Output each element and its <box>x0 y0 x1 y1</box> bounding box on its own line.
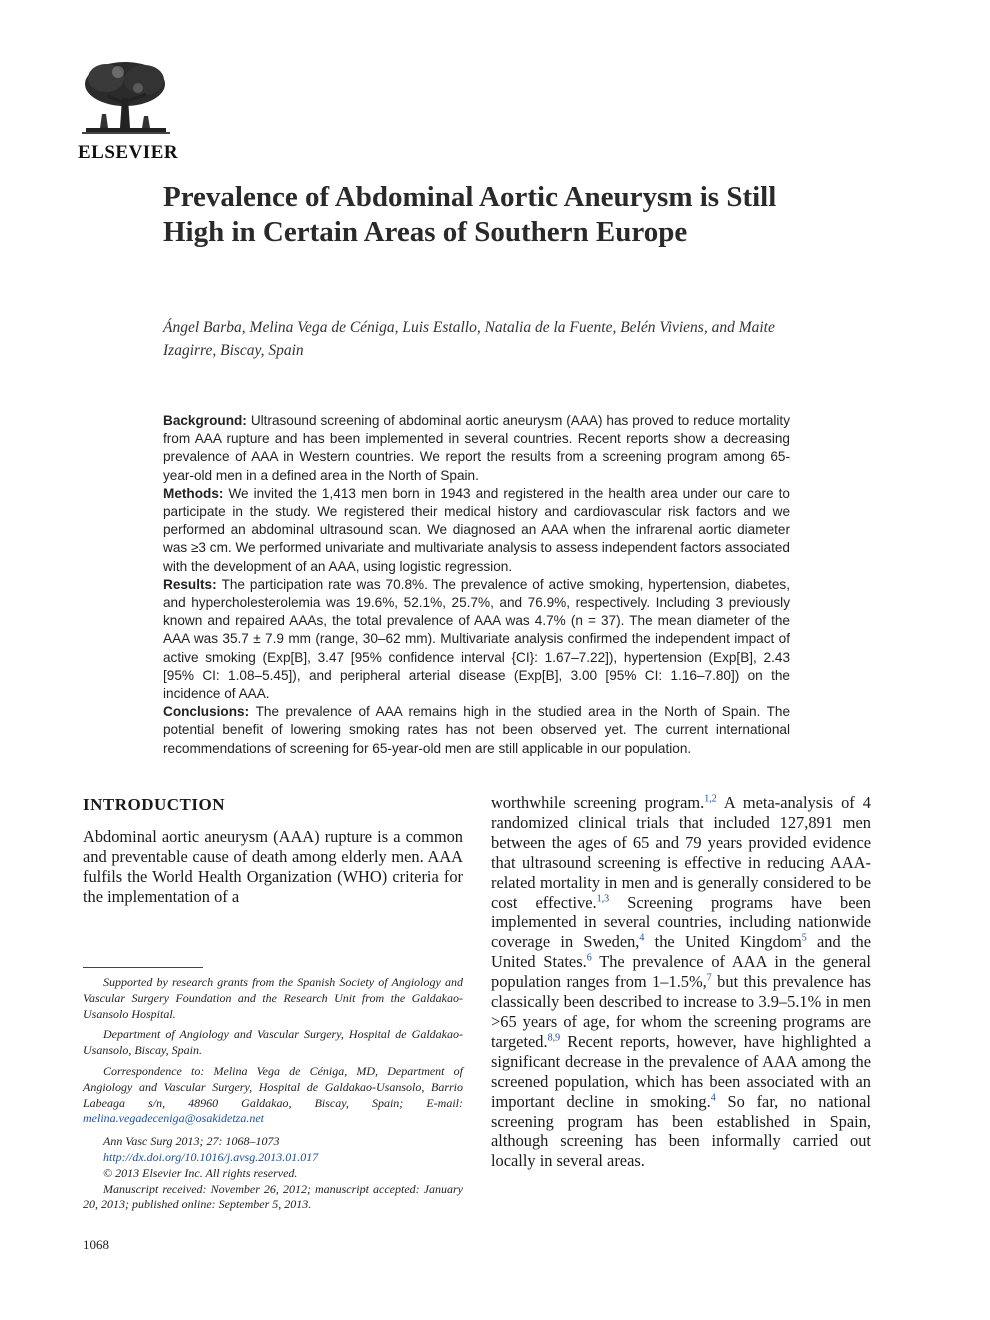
intro-text-6: The prevalence of AAA in the general population ranges from 1–1.5%, <box>491 952 871 992</box>
elsevier-tree-icon <box>78 58 173 140</box>
copyright: © 2013 Elsevier Inc. All rights reserved. <box>103 1165 298 1180</box>
intro-text-4: the United Kingdom <box>644 932 802 952</box>
footnote-department: Department of Angiology and Vascular Surgery, Hospital de Galdakao-Usansolo, Biscay, Spain. <box>83 1027 463 1058</box>
publisher-logo <box>78 58 178 164</box>
abstract-background <box>163 412 790 485</box>
citation-ref[interactable]: 4 <box>639 932 645 944</box>
citation-ref[interactable]: 7 <box>706 972 712 984</box>
correspondence-text: Correspondence to: Melina Vega de Céniga, MD, Department of Angiology and Vascular Surgery, Hospital de Galdakao-Usansolo, Barrio Labeaga s/n, 48960 Galdakao, Biscay, Spain; E-mail: <box>83 1063 463 1110</box>
abstract-background-text: Ultrasound screening of abdominal aortic aneurysm (AAA) has proved to reduce mortality from AAA rupture and has been implemented in several countries. Recent reports show a decreasing prevalence of AAA in Western countries. We report the results from a screening program among 65-year-old men in a defined area in the North of Spain. <box>163 413 791 483</box>
abstract <box>163 412 790 758</box>
citation-ref[interactable]: 1,3 <box>596 893 610 905</box>
email-link[interactable]: melina.vegadeceniga@osakidetza.net <box>83 1111 264 1126</box>
abstract-conclusions-label: Conclusions: <box>163 704 250 720</box>
left-column <box>83 795 463 907</box>
intro-text-7: but this prevalence has classically been described to increase to 3.9–5.1% in men >65 years of age, for whom the screening programs are targeted. <box>491 972 871 1051</box>
intro-text-8: Recent reports, however, have highlighted a significant decrease in the prevalence of AAA among the screened population, which has been associated with an important decline in smoking. <box>491 1031 871 1111</box>
abstract-methods-label: Methods: <box>163 485 224 501</box>
citation-ref[interactable]: 1,2 <box>704 793 717 805</box>
intro-text-2: A meta-analysis of 4 randomized clinical trials that included 127,891 men between the ages of 65 and 79 years provided evidence that ultrasound screening is effective in reducing AAA-related mortality in men and is generally considered to be cost effective. <box>491 793 871 912</box>
intro-text-1: worthwhile screening program. <box>491 793 705 812</box>
abstract-results-label: Results: <box>163 576 217 592</box>
section-heading-introduction: INTRODUCTION <box>83 795 226 814</box>
article-title: Prevalence of Abdominal Aortic Aneurysm is Still High in Certain Areas of Southern Europe <box>163 181 777 248</box>
citation-ref[interactable]: 8,9 <box>547 1032 561 1044</box>
author-list: Ángel Barba, Melina Vega de Céniga, Luis Estallo, Natalia de la Fuente, Belén Viviens, and Maite Izagirre, Biscay, Spain <box>163 319 775 359</box>
intro-text-5: and the United States. <box>491 932 871 972</box>
abstract-methods-text: We invited the 1,413 men born in 1943 and registered in the health area under our care to participate in the study. We registered their medical history and cardiovascular risk factors and we performed an abdominal ultrasound scan. We diagnosed an AAA when the infrarenal aortic diameter was ≥3 cm. We performed univariate and multivariate analysis to assess independent factors associated with the development of an AAA, using logistic regression. <box>163 485 790 574</box>
citation-ref[interactable]: 6 <box>586 952 592 964</box>
citation-block <box>83 1134 463 1213</box>
abstract-conclusions-text: The prevalence of AAA remains high in the studied area in the North of Spain. The potential benefit of lowering smoking rates has not been observed yet. The current international recommendations of screening for 65-year-old men are still applicable in our population. <box>163 704 790 756</box>
doi-link[interactable]: http://dx.doi.org/10.1016/j.avsg.2013.01.017 <box>103 1149 319 1164</box>
footnote-divider <box>83 967 203 968</box>
footnote-support: Supported by research grants from the Spanish Society of Angiology and Vascular Surgery Foundation and the Research Unit from the Galdakao-Usansolo Hospital. <box>83 975 463 1021</box>
abstract-background-label: Background: <box>163 413 247 428</box>
footnote-correspondence <box>83 1064 463 1127</box>
abstract-results <box>163 576 790 703</box>
footnotes <box>83 975 463 1213</box>
citation-ref[interactable]: 5 <box>801 932 807 944</box>
citation-ref[interactable]: 4 <box>710 1092 716 1104</box>
manuscript-dates: Manuscript received: November 26, 2012; manuscript accepted: January 20, 2013; published online: September 5, 2013. <box>83 1181 463 1212</box>
abstract-methods <box>163 485 790 576</box>
abstract-conclusions <box>163 703 790 758</box>
page-number: 1068 <box>83 1237 109 1252</box>
journal-citation: Ann Vasc Surg 2013; 27: 1068–1073 <box>103 1134 280 1149</box>
publisher-name: ELSEVIER <box>78 142 179 163</box>
intro-paragraph-left: Abdominal aortic aneurysm (AAA) rupture is a common and preventable cause of death among elderly men. AAA fulfils the World Health Organization (WHO) criteria for the implementation of a <box>83 827 463 906</box>
intro-text-9: So far, no national screening program has been established in Spain, although screening has been informally carried out locally in several areas. <box>491 1091 871 1171</box>
abstract-results-text: The participation rate was 70.8%. The prevalence of active smoking, hypertension, diabetes, and hypercholesterolemia was 19.6%, 52.1%, 25.7%, and 76.9%, respectively. Including 3 previously known and repaired AAAs, the total prevalence of AAA was 4.7% (n = 37). The mean diameter of the AAA was 35.7 ± 7.9 mm (range, 30–62 mm). Multivariate analysis confirmed the independent impact of active smoking (Exp[B], 3.47 [95% confidence interval {CI}: 1.67–7.22]), hypertension (Exp[B], 2.43 [95% CI: 1.08–5.45]), and peripheral arterial disease (Exp[B], 3.00 [95% CI: 1.16–7.80]) on the incidence of AAA. <box>163 576 790 702</box>
right-column <box>491 793 871 1171</box>
intro-text-3: Screening programs have been implemented in several countries, including nationwide coverage in Sweden, <box>491 892 871 952</box>
